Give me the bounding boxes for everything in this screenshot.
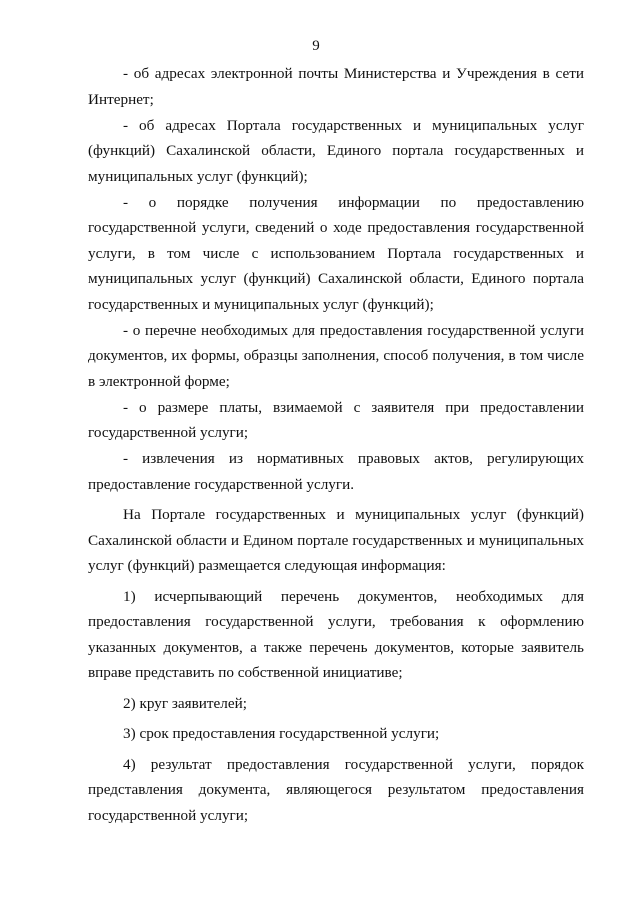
list-item-service-period: 3) срок предоставления государственной услуги;: [123, 725, 440, 742]
list-item-documents-list: 1) исчерпывающий перечень документов, необходимых для предоставления государственной услуги, требования к оформлению указанных документов, а также перечень документов, которые заявитель вправе представить по собственной инициативе;: [88, 587, 584, 681]
paragraph-portal-addresses: - об адресах Портала государственных и муниципальных услуг (функций) Сахалинской области, Единого портала государственных и муниципальных услуг (функций);: [88, 116, 584, 185]
paragraph-email-addresses: - об адресах электронной почты Министерства и Учреждения в сети Интернет;: [88, 65, 584, 108]
paragraph-information-procedure: - о порядке получения информации по предоставлению государственной услуги, сведений о ходе предоставления государственной услуги, в том числе с использованием Портала государственных и муниципальных услуг (функций) Сахалинской области, Единого портала государственных и муниципальных услуг (функций);: [88, 193, 584, 313]
paragraph-fee-amount: - о размере платы, взимаемой с заявителя при предоставлении государственной услуги;: [88, 398, 584, 441]
paragraph-required-documents: - о перечне необходимых для предоставления государственной услуги документов, их формы, образцы заполнения, способ получения, в том числе в электронной форме;: [88, 321, 584, 390]
list-item-service-result: 4) результат предоставления государственной услуги, порядок представления документа, являющегося результатом предоставления государственной услуги;: [88, 755, 584, 824]
list-item-applicants: 2) круг заявителей;: [123, 694, 247, 712]
paragraph-legal-extracts: - извлечения из нормативных правовых актов, регулирующих предоставление государственной услуги.: [88, 450, 584, 493]
document-body: [88, 61, 584, 828]
page-number: 9: [312, 38, 320, 54]
paragraph-portal-information-intro: На Портале государственных и муниципальных услуг (функций) Сахалинской области и Едином портале государственных и муниципальных услуг (функций) размещается следующая информация:: [88, 506, 584, 574]
